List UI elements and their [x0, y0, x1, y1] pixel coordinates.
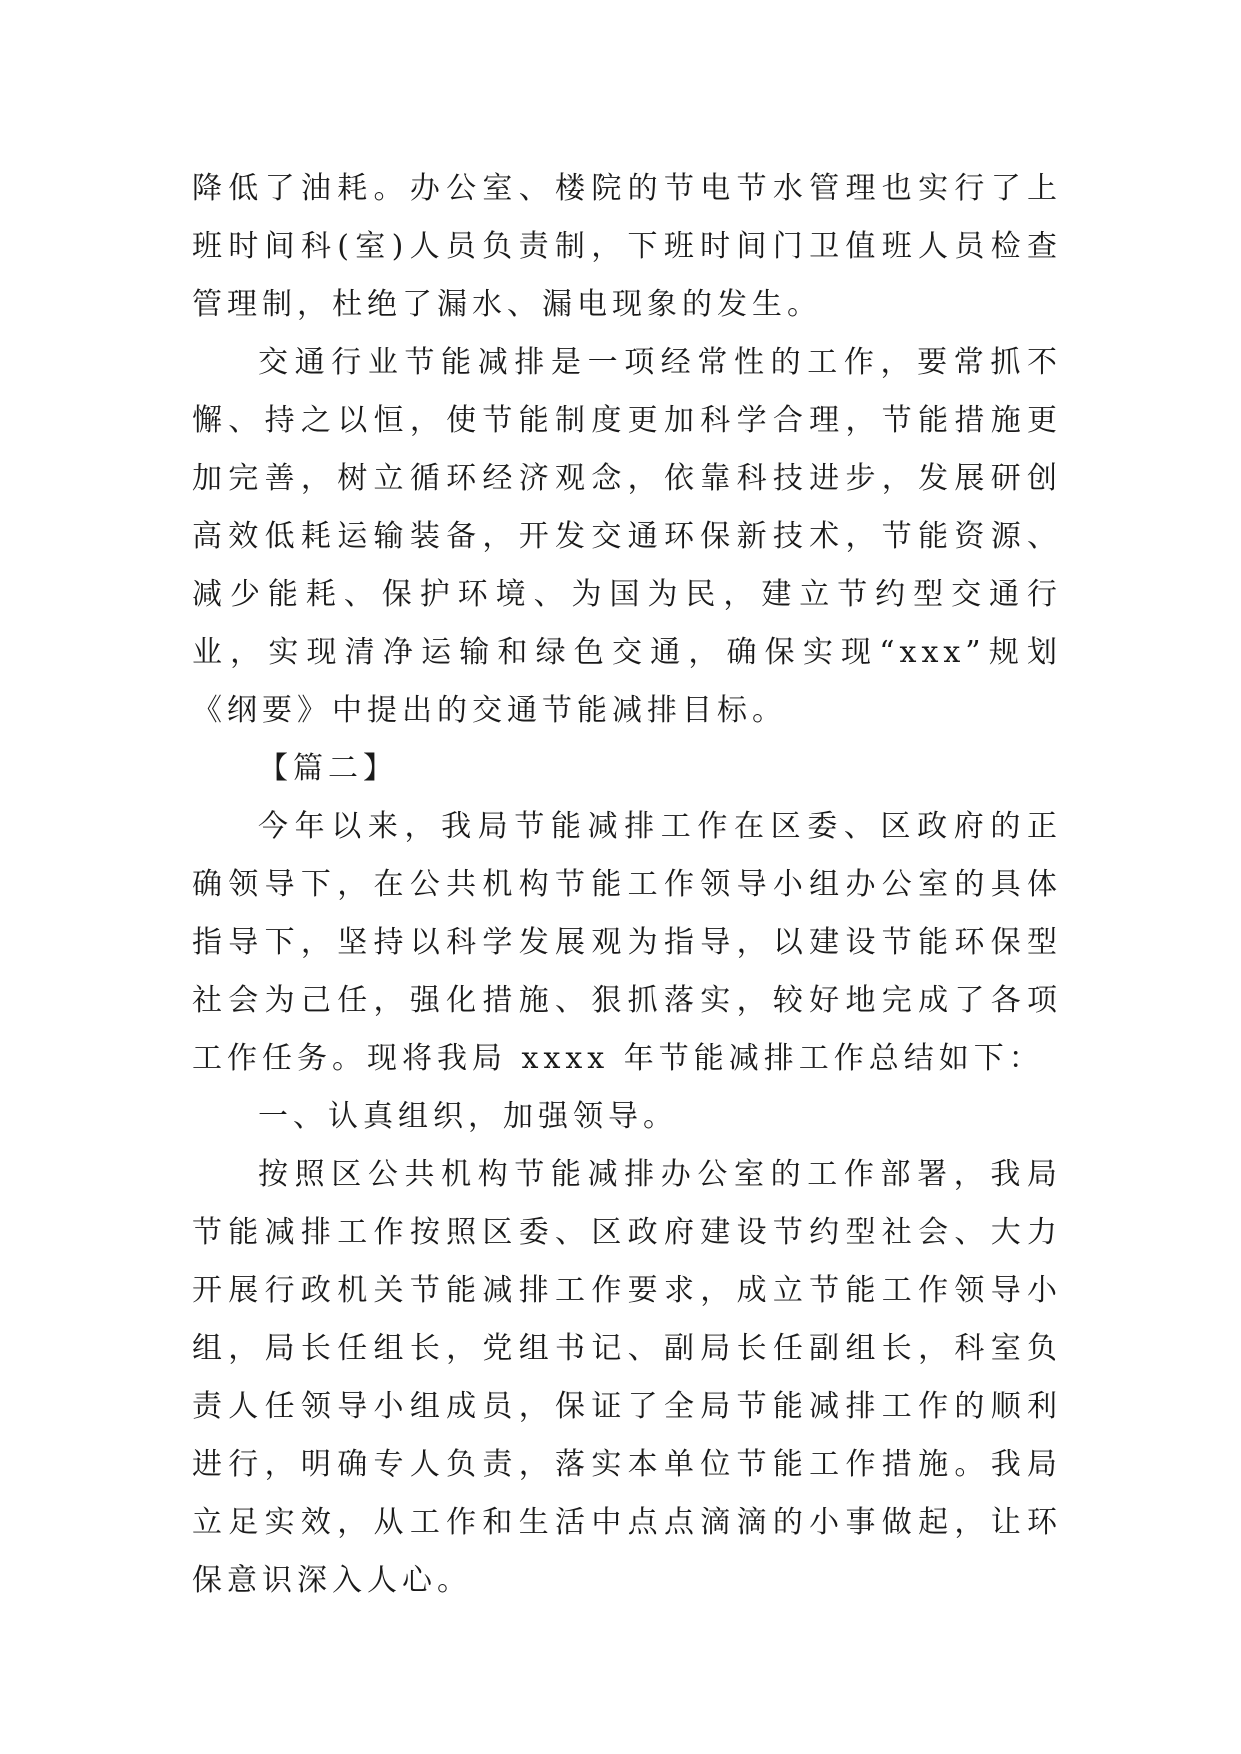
section-heading-part-two: 【篇二】 [258, 751, 398, 786]
document-page [192, 160, 1062, 1610]
paragraph-leadership-group: 按照区公共机构节能减排办公室的工作部署，我局节能减排工作按照区委、区政府建设节约型社会、大力开展行政机关节能减排工作要求，成立节能工作领导小组，局长任组长，党组书记、副局长任副组长，科室负责人任领导小组成员，保证了全局节能减排工作的顺利进行，明确专人负责，落实本单位节能工作措施。我局立足实效，从工作和生活中点点滴滴的小事做起，让环保意识深入人心。 [192, 1157, 1062, 1598]
subheading-organization-leadership: 一、认真组织，加强领导。 [258, 1099, 678, 1134]
paragraph-oil-and-utility-management: 降低了油耗。办公室、楼院的节电节水管理也实行了上班时间科(室)人员负责制，下班时间门卫值班人员检查管理制，杜绝了漏水、漏电现象的发生。 [192, 171, 1062, 322]
paragraph-annual-summary-intro: 今年以来，我局节能减排工作在区委、区政府的正确领导下，在公共机构节能工作领导小组办公室的具体指导下，坚持以科学发展观为指导，以建设节能环保型社会为己任，强化措施、狠抓落实，较好地完成了各项工作任务。现将我局 xxxx 年节能减排工作总结如下： [192, 809, 1062, 1076]
paragraph-transport-energy-saving-goals: 交通行业节能减排是一项经常性的工作，要常抓不懈、持之以恒，使节能制度更加科学合理，节能措施更加完善，树立循环经济观念，依靠科技进步，发展研创高效低耗运输装备，开发交通环保新技术，节能资源、减少能耗、保护环境、为国为民，建立节约型交通行业，实现清净运输和绿色交通，确保实现“xxx”规划《纲要》中提出的交通节能减排目标。 [192, 345, 1062, 728]
